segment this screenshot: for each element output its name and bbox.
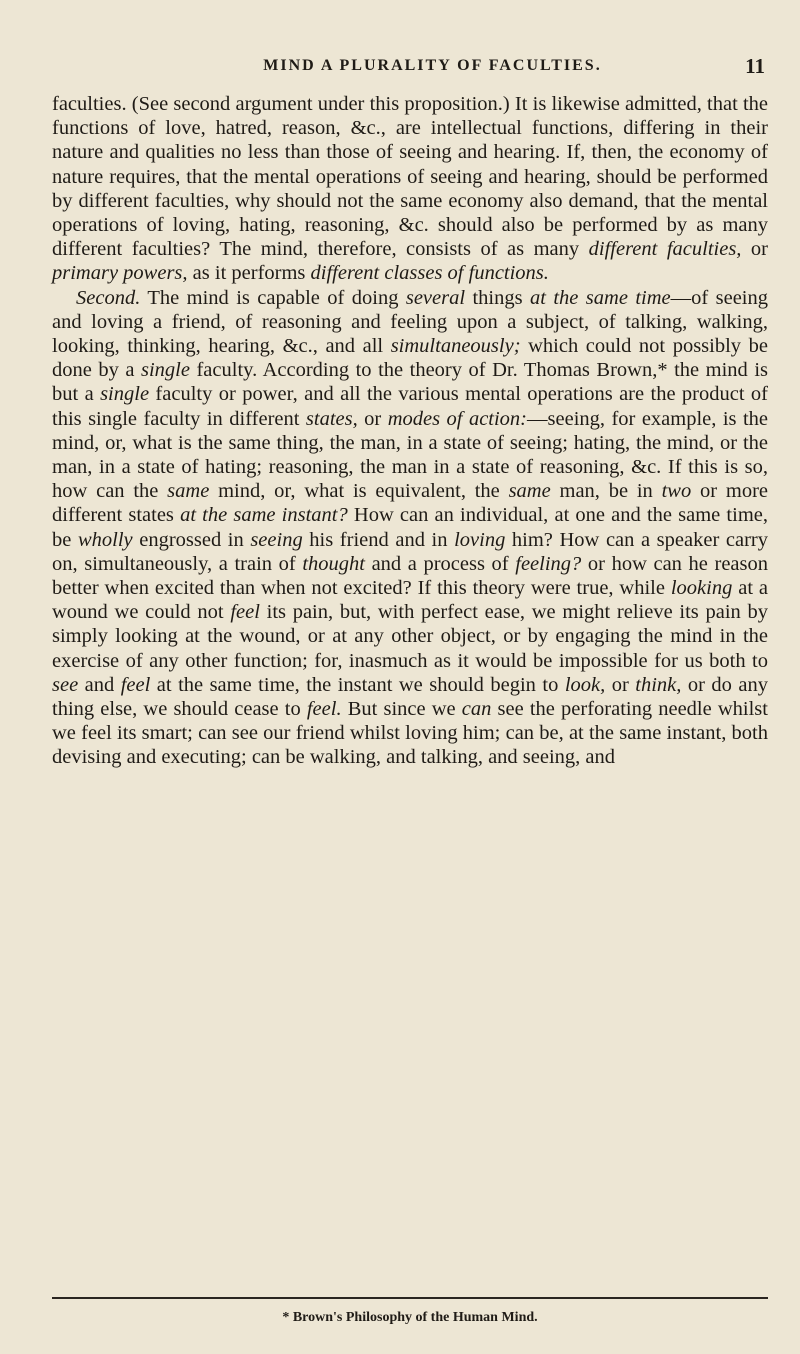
text-run: and — [78, 673, 121, 696]
emphasis: feel. — [306, 698, 342, 721]
emphasis: several — [405, 286, 466, 309]
text-run: But since we — [341, 698, 462, 721]
paragraph-2 — [52, 286, 768, 770]
text-run: and a process of — [364, 552, 516, 575]
emphasis: single — [100, 383, 150, 406]
emphasis: at the same time — [530, 286, 671, 309]
footnote: * Brown's Philosophy of the Human Mind. — [282, 1310, 538, 1325]
text-run: see the perforating needle whilst we feel its smart; can see our friend whilst loving him; can be, at the same instant, both devising and executing; can be walking, and talking, and seeing, and — [52, 698, 768, 769]
text-run: his friend and in — [302, 528, 455, 551]
page-header — [100, 54, 765, 83]
emphasis: same — [167, 480, 210, 503]
emphasis: feeling? — [515, 552, 582, 575]
emphasis: same — [508, 480, 551, 503]
emphasis: seeing — [250, 528, 303, 551]
emphasis: primary powers, — [52, 262, 188, 285]
text-run: its pain, but, with perfect ease, we might relieve its pain by simply looking at the wound, or at any other object, or by engaging the mind in the exercise of any other function; for, inasmuch as it would be impossible for us both to — [52, 601, 768, 672]
emphasis: different faculties, — [588, 238, 742, 261]
text-run: at a wound we could not — [52, 577, 768, 624]
page-number: 11 — [745, 54, 765, 78]
text-run: faculties. (See second argument under this proposition.) It is likewise admitted, that the functions of love, hatred, reason, &c., are intellectual functions, differing in their nature and qualities no less than those of seeing and hearing. If, then, the economy of nature requires, that the mental operations of seeing and hearing, should be performed by different faculties, why should not the same economy also demand, that the mental operations of loving, hating, reasoning, &c. should also be performed by as many different faculties? The mind, therefore, consists of as many — [52, 93, 768, 261]
emphasis: simultaneously; — [390, 335, 521, 358]
text-run: faculty or power, and all the various mental operations are the product of this single faculty in different — [52, 383, 769, 430]
text-run: which could not possibly be done by a — [52, 335, 768, 382]
emphasis: feel — [230, 601, 260, 624]
emphasis: single — [141, 359, 190, 382]
text-run: faculty. According to the theory of Dr. Thomas Brown,* the mind is but a — [52, 359, 768, 406]
emphasis: at the same instant? — [180, 504, 348, 527]
emphasis: look, — [564, 673, 606, 696]
text-run: or do any thing else, we should cease to — [52, 673, 768, 721]
text-run: at the same time, the instant we should begin to — [150, 673, 565, 696]
text-run: or — [741, 238, 769, 261]
footnote-rule — [52, 1297, 768, 1299]
text-run: —of seeing and loving a friend, of reasoning and feeling upon a subject, of talking, walking, looking, thinking, hearing, &c., and all — [52, 286, 768, 358]
text-run: How can an individual, at one and the same time, be — [52, 504, 768, 551]
emphasis: see — [52, 673, 79, 696]
text-run: as it performs — [187, 262, 311, 285]
running-head: MIND A PLURALITY OF FACULTIES. — [263, 57, 602, 74]
emphasis: can — [461, 698, 492, 721]
emphasis: loving — [454, 528, 506, 551]
emphasis: two — [661, 480, 692, 503]
emphasis: think, — [635, 673, 682, 696]
text-run: or — [357, 407, 388, 430]
paragraph-1 — [52, 92, 768, 286]
text-run: man, be in — [550, 480, 662, 503]
text-run: —seeing, for example, is the mind, or, what is the same thing, the man, in a state of seeing; hating, the mind, or the man, in a state of hating; reasoning, the man in a state of reasoning, &c. If this is so, how can the — [52, 407, 768, 503]
body-text — [52, 92, 768, 770]
text-run: him? How can a speaker carry on, simultaneously, a train of — [52, 528, 768, 575]
text-run: engrossed in — [132, 528, 251, 551]
emphasis: states, — [305, 407, 358, 430]
text-run: or how can he reason better when excited than when not excited? If this theory were true, while — [52, 552, 768, 600]
emphasis: different classes of functions. — [310, 262, 549, 285]
text-run: things — [465, 286, 530, 309]
emphasis: thought — [302, 552, 365, 575]
emphasis: wholly — [77, 528, 133, 551]
emphasis: Second. — [76, 286, 141, 309]
text-run: or — [605, 673, 636, 696]
text-run: mind, or, what is equivalent, the — [209, 480, 509, 503]
emphasis: feel — [120, 673, 151, 696]
emphasis: looking — [670, 577, 733, 600]
text-run: or more different states — [52, 480, 768, 527]
text-run: The mind is capable of doing — [140, 286, 406, 309]
emphasis: modes of action: — [387, 407, 528, 430]
